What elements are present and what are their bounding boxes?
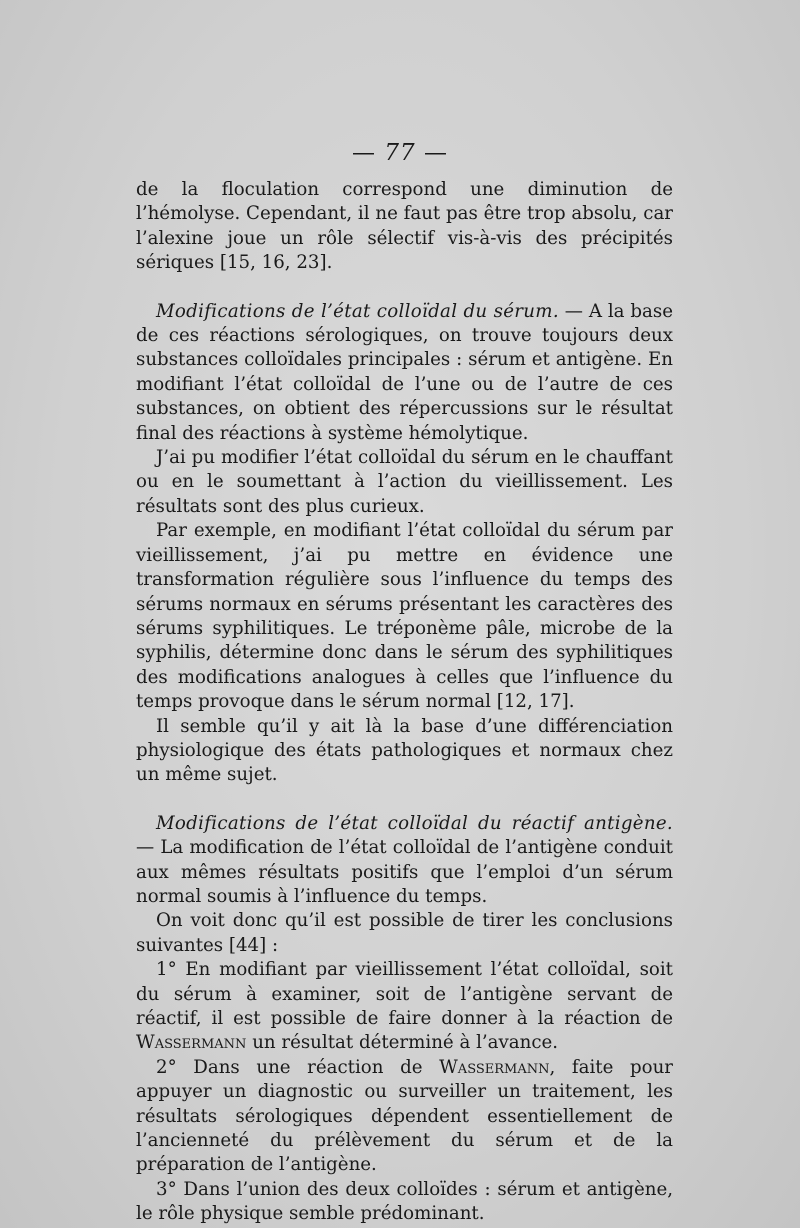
paragraph-1: de la floculation correspond une diminution de l’hémolyse. Cependant, il ne faut pas être trop absolu, car l’alexine joue un rôle sélectif vis-à-vis des précipités sériques [15, 16, 23]. xyxy=(136,179,673,274)
page-number: — 77 — xyxy=(352,140,448,166)
conclusion-3: 3° Dans l’union des deux colloïdes : sérum et antigène, le rôle physique semble prédominant. xyxy=(136,1178,673,1225)
paragraph-5: Il semble qu’il y ait là la base d’une différenciation physiologique des états pathologiques et normaux chez un même sujet. xyxy=(136,715,673,786)
conclusion-1: 1° En modifiant par vieillissement l’état colloïdal, soit du sérum à examiner, soit de l’antigène servant de réactif, il est possible de faire donner à la réaction de Wassermann un résultat déterminé à l’avance. xyxy=(136,959,673,1054)
section-heading-serum: Modifications de l’état colloïdal du sérum. xyxy=(156,300,559,322)
paragraph-3: J’ai pu modifier l’état colloïdal du sérum en le chauffant ou en le soumettant à l’action du vieillissement. Les résultats sont des plus curieux. xyxy=(136,447,673,517)
author-name: Wassermann xyxy=(439,1056,550,1078)
paragraph-7: On voit donc qu’il est possible de tirer les conclusions suivantes [44] : xyxy=(136,910,673,956)
author-name: Wassermann xyxy=(136,1032,247,1054)
conclusion-2: 2° Dans une réaction de Wassermann, faite pour appuyer un diagnostic ou surveiller un traitement, les résultats sérologiques dépendent essentiellement de l’ancienneté du prélèvement du sérum et de la préparation de l’antigène. xyxy=(136,1056,673,1176)
paragraph-4: Par exemple, en modifiant l’état colloïdal du sérum par vieillissement, j’ai pu mettre en évidence une transformation régulière sous l’influence du temps des sérums normaux en sérums présentant les caractères des sérums syphilitiques. Le tréponème pâle, microbe de la syphilis, détermine donc dans le sérum des syphilitiques des modifications analogues à celles que l’influence du temps provoque dans le sérum normal [12, 17]. xyxy=(136,520,673,713)
body-text xyxy=(136,178,673,1227)
paragraph-6: Modifications de l’état colloïdal du réactif antigène. — La modification de l’état colloïdal de l’antigène conduit aux mêmes résultats positifs que l’emploi d’un sérum normal soumis à l’influence du temps. xyxy=(136,812,673,907)
section-heading-antigene: Modifications de l’état colloïdal du réactif antigène. xyxy=(156,812,673,834)
paragraph-2: Modifications de l’état colloïdal du sérum. — A la base de ces réactions sérologiques, on trouve toujours deux substances colloïdales principales : sérum et antigène. En modifiant l’état colloïdal de l’une ou de l’autre de ces substances, on obtient des répercussions sur le résultat final des réactions à système hémolytique. xyxy=(136,300,673,444)
